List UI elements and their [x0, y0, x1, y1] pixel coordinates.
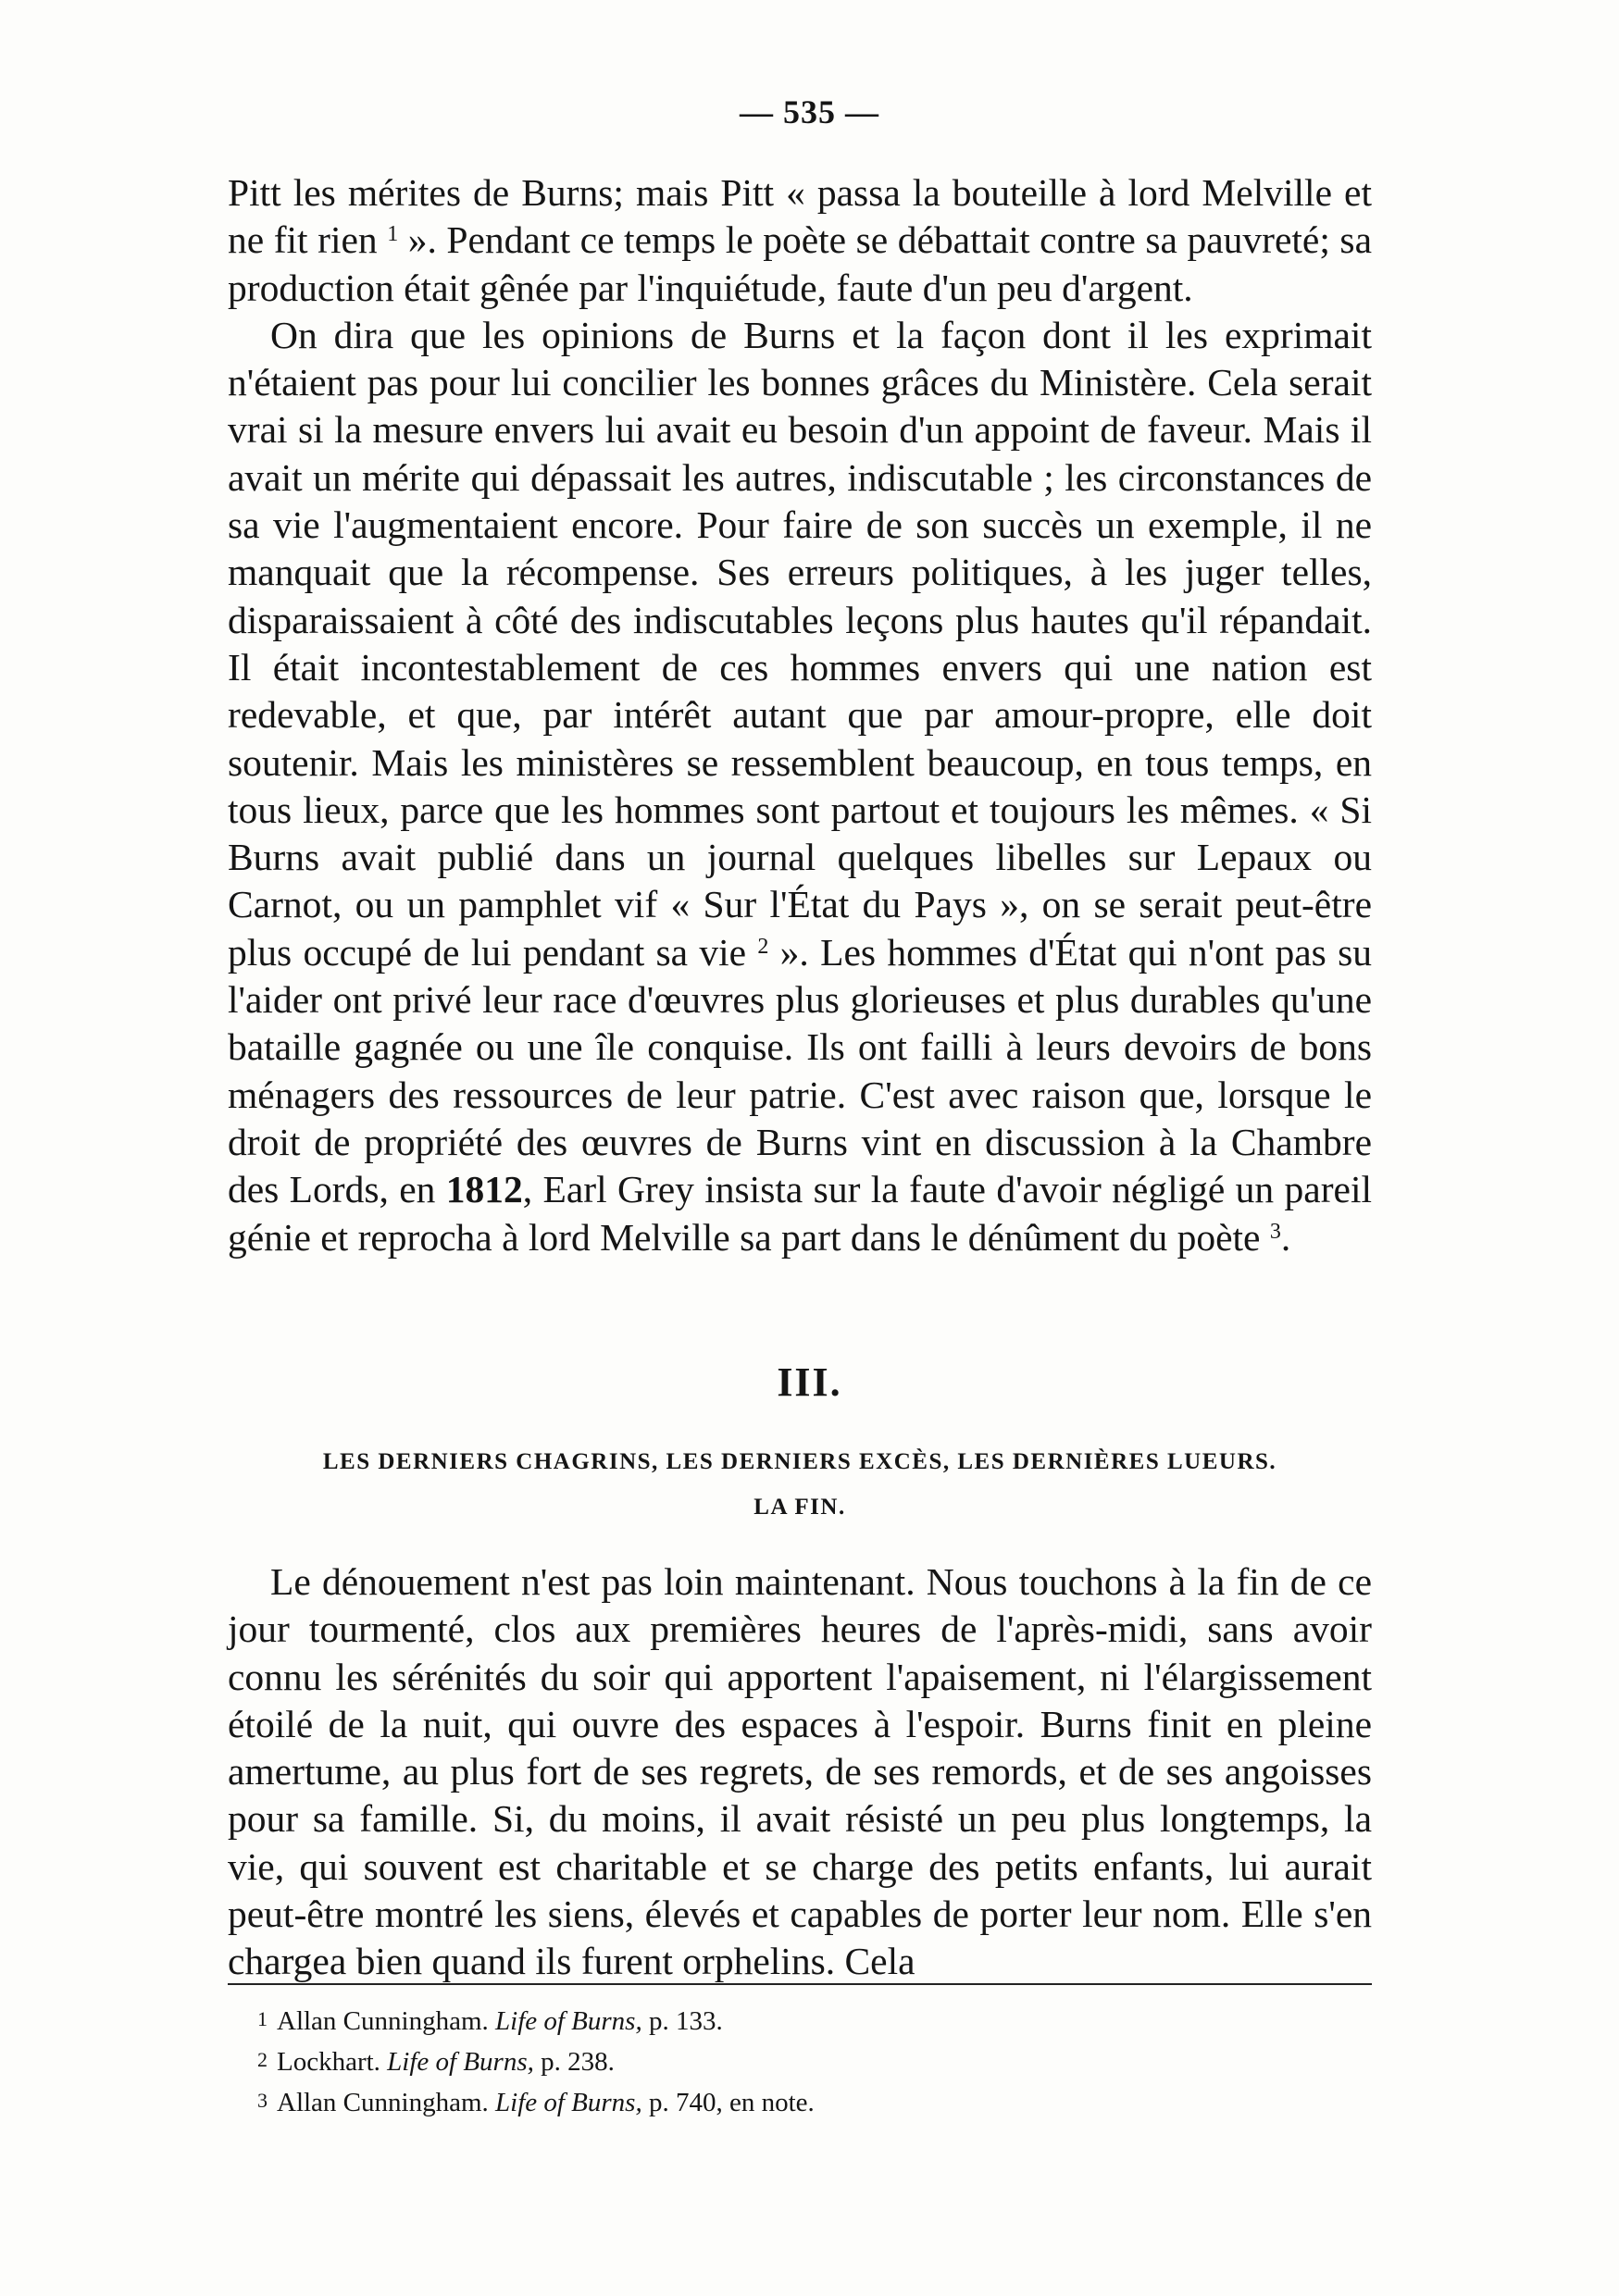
- footnote-rule: [228, 1983, 1372, 1985]
- body-text-top: [228, 169, 1372, 1261]
- paragraph-2-text-d: .: [1280, 1215, 1291, 1259]
- paragraph-2-year: 1812: [445, 1168, 523, 1211]
- footnote-work-title: Life of Burns,: [495, 2088, 642, 2117]
- footnote-number: 2: [257, 2048, 268, 2071]
- footnote-1: [257, 2000, 1276, 2041]
- paragraph-2-text-b: ». Les hommes d'État qui n'ont pas su l'aider ont privé leur race d'œuvres plus glorieuses et plus durables qu'une bataille gagnée ou une île conquise. Ils ont failli à leurs devoirs de bons ménagers des ressources de leur patrie. C'est avec raison que, lorsque le droit de propriété des œuvres de Burns vint en discussion à la Chambre des Lords, en: [228, 930, 1372, 1211]
- section-title-line-1: LES DERNIERS CHAGRINS, LES DERNIERS EXCÈS, LES DERNIÈRES LUEURS.: [322, 1449, 1277, 1474]
- footnote-work-title: Life of Burns,: [387, 2047, 534, 2077]
- page-number: — 535 —: [740, 93, 879, 130]
- footnote-page-ref: p. 238.: [541, 2047, 615, 2077]
- paragraph-1-text-a: Pitt les mérites de Burns; mais Pitt « passa la bouteille à lord Melville et ne fit rien: [228, 171, 1372, 262]
- paragraph-1: [228, 169, 1372, 312]
- body-text-bottom: [228, 1558, 1372, 1986]
- paragraph-1-text-b: ». Pendant ce temps le poète se débattait contre sa pauvreté; sa production était gênée par l'inquiétude, faute d'un peu d'argent.: [228, 218, 1372, 309]
- footnote-number: 1: [257, 2007, 268, 2030]
- footnote-page-ref: p. 133.: [648, 2006, 723, 2036]
- footnote-author: Allan Cunningham.: [277, 2006, 489, 2036]
- footnote-number: 3: [257, 2089, 268, 2112]
- footnote-page-ref: p. 740, en note.: [648, 2088, 815, 2117]
- footnote-2: [257, 2041, 1276, 2081]
- footnote-3: [257, 2081, 1276, 2122]
- section-number: III.: [777, 1359, 842, 1405]
- footnote-author: Lockhart.: [277, 2047, 380, 2077]
- paragraph-2-text-a: On dira que les opinions de Burns et la façon dont il les exprimait n'étaient pas pour lui concilier les bonnes grâces du Ministère. Cela serait vrai si la mesure envers lui avait eu besoin d'un appoint de faveur. Mais il avait un mérite qui dépassait les autres, indiscutable ; les circonstances de sa vie l'augmentaient encore. Pour faire de son succès un exemple, il ne manquait que la récompense. Ses erreurs politiques, à les juger telles, disparaissaient à côté des indiscutables leçons plus hautes qu'il répandait. Il était incontestablement de ces hommes envers qui une nation est redevable, et que, par intérêt autant que par amour-propre, elle doit soutenir. Mais les ministères se ressemblent beaucoup, en tous temps, en tous lieux, parce que les hommes sont partout et toujours les mêmes. « Si Burns avait publié dans un journal quelques libelles sur Lepaux ou Carnot, ou un pamphlet vif « Sur l'État du Pays », on se serait peut-être plus occupé de lui pendant sa vie: [228, 313, 1372, 974]
- footnote-work-title: Life of Burns,: [495, 2006, 642, 2036]
- section-title-line-2: LA FIN.: [753, 1495, 846, 1520]
- paragraph-3: Le dénouement n'est pas loin maintenant. Nous touchons à la fin de ce jour tourmenté, clos aux premières heures de l'après-midi, sans avoir connu les sérénités du soir qui apportent l'apaisement, ni l'élargissement étoilé de la nuit, qui ouvre des espaces à l'espoir. Burns finit en pleine amertume, au plus fort de ses regrets, de ses remords, et de ses angoisses pour sa famille. Si, du moins, il avait résisté un peu plus longtemps, la vie, qui souvent est charitable et se charge des petits enfants, lui aurait peut-être montré les siens, élevés et capables de porter leur nom. Elle s'en chargea bien quand ils furent orphelins. Cela: [228, 1560, 1372, 1983]
- footnotes: [257, 2000, 1276, 2122]
- footnote-ref-1: 1: [387, 222, 399, 247]
- paragraph-2-text-c: , Earl Grey insista sur la faute d'avoir négligé un pareil génie et reprocha à lord Melville sa part dans le dénûment du poète: [228, 1168, 1372, 1259]
- paragraph-2: [228, 312, 1372, 1261]
- footnote-ref-2: 2: [757, 934, 769, 959]
- footnote-ref-3: 3: [1269, 1219, 1281, 1244]
- footnote-author: Allan Cunningham.: [277, 2088, 489, 2117]
